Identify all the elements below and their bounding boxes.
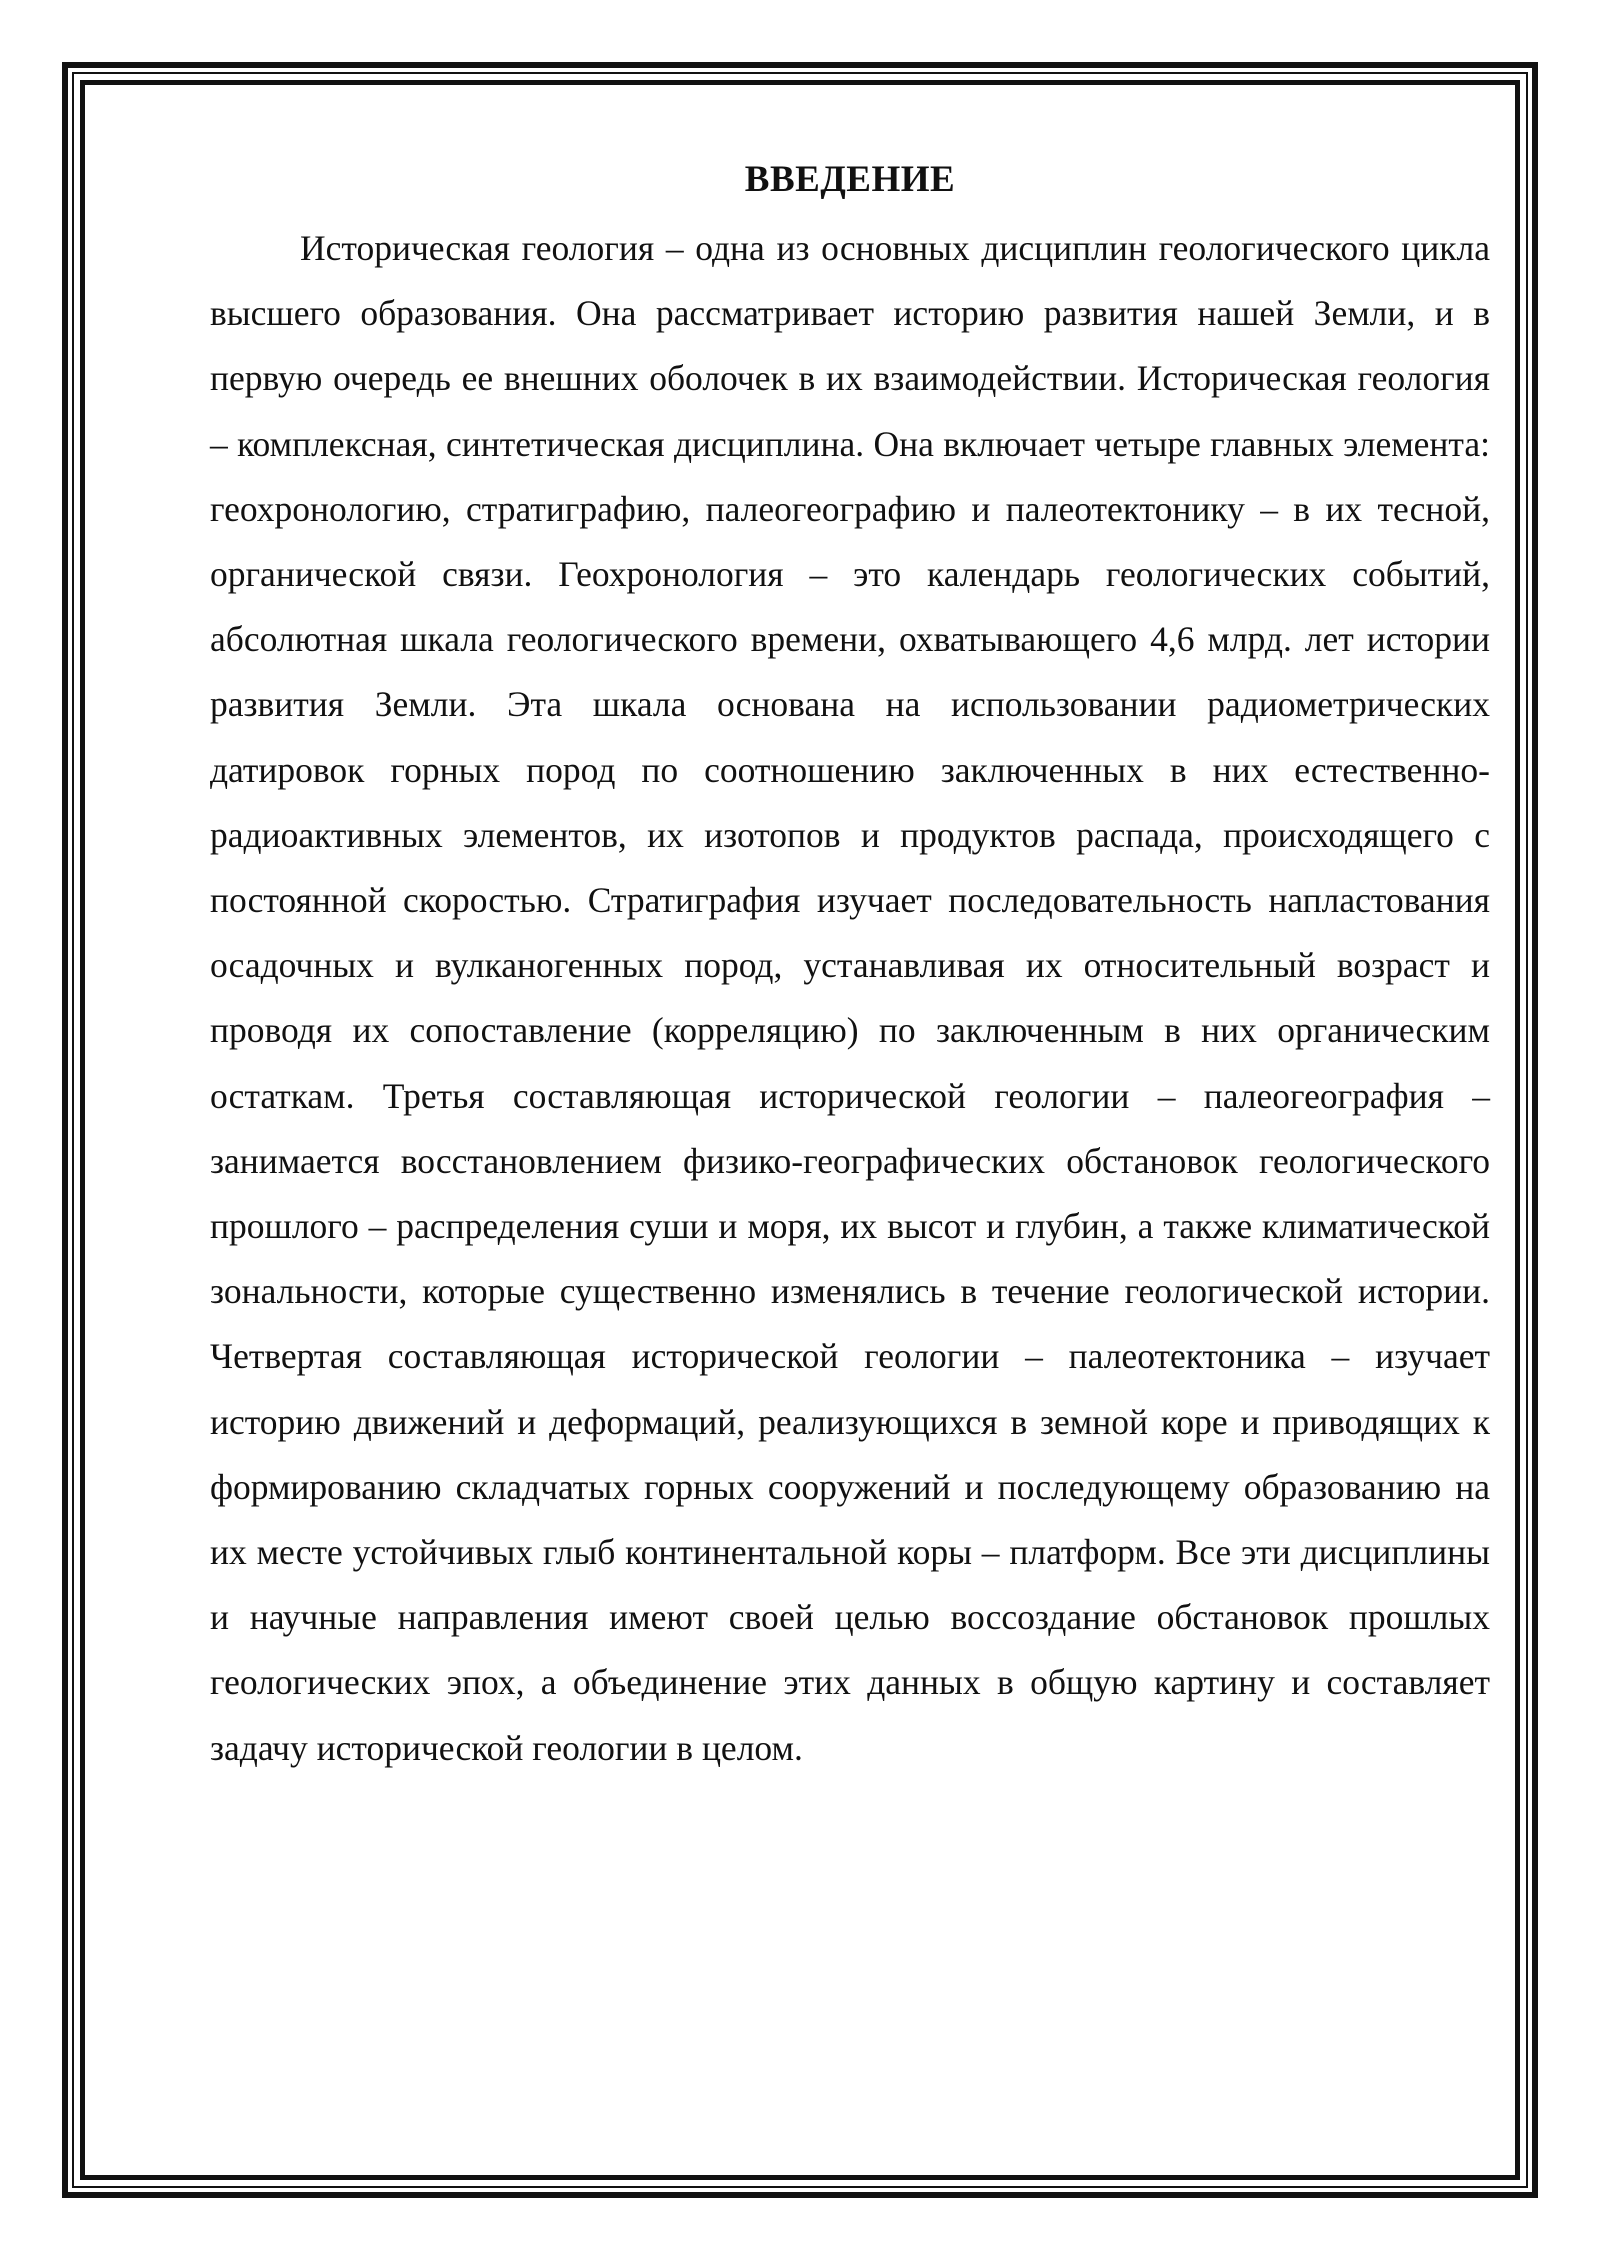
body-paragraph: Историческая геология – одна из основных дисциплин геологического цикла высшего образования. Она рассматривает историю развития нашей Земли, и в первую очередь ее внешних оболочек в их взаимодействии. Историческая геология – комплексная, синтетическая дисциплина. Она включает четыре главных элемента: геохронологию, стратиграфию, палеогеографию и палеотектонику – в их тесной, органической связи. Геохронология – это календарь геологических событий, абсолютная шкала геологического времени, охватывающего 4,6 млрд. лет истории развития Земли. Эта шкала основана на использовании радиометрических датировок горных пород по соотношению заключенных в них естественно-радиоактивных элементов, их изотопов и продуктов распада, происходящего с постоянной скоростью. Стратиграфия изучает последовательность напластования осадочных и вулканогенных пород, устанавливая их относительный возраст и проводя их сопоставление (корреляцию) по заключенным в них органическим остаткам. Третья составляющая исторической геологии – палеогеография – занимается восстановлением физико-географических обстановок геологического прошлого – распределения суши и моря, их высот и глубин, а также климатической зональности, которые существенно изменялись в течение геологической истории. Четвертая составляющая исторической геологии – палеотектоника – изучает историю движений и деформаций, реализующихся в земной коре и приводящих к формированию складчатых горных сооружений и последующему образованию на их месте устойчивых глыб континентальной коры – платформ. Все эти дисциплины и научные направления имеют своей целью воссоздание обстановок прошлых геологических эпох, а объединение этих данных в общую картину и составляет задачу исторической геологии в целом. xyxy=(210,228,1490,1768)
page-content xyxy=(210,150,1490,1781)
page-title: ВВЕДЕНИЕ xyxy=(744,159,956,200)
